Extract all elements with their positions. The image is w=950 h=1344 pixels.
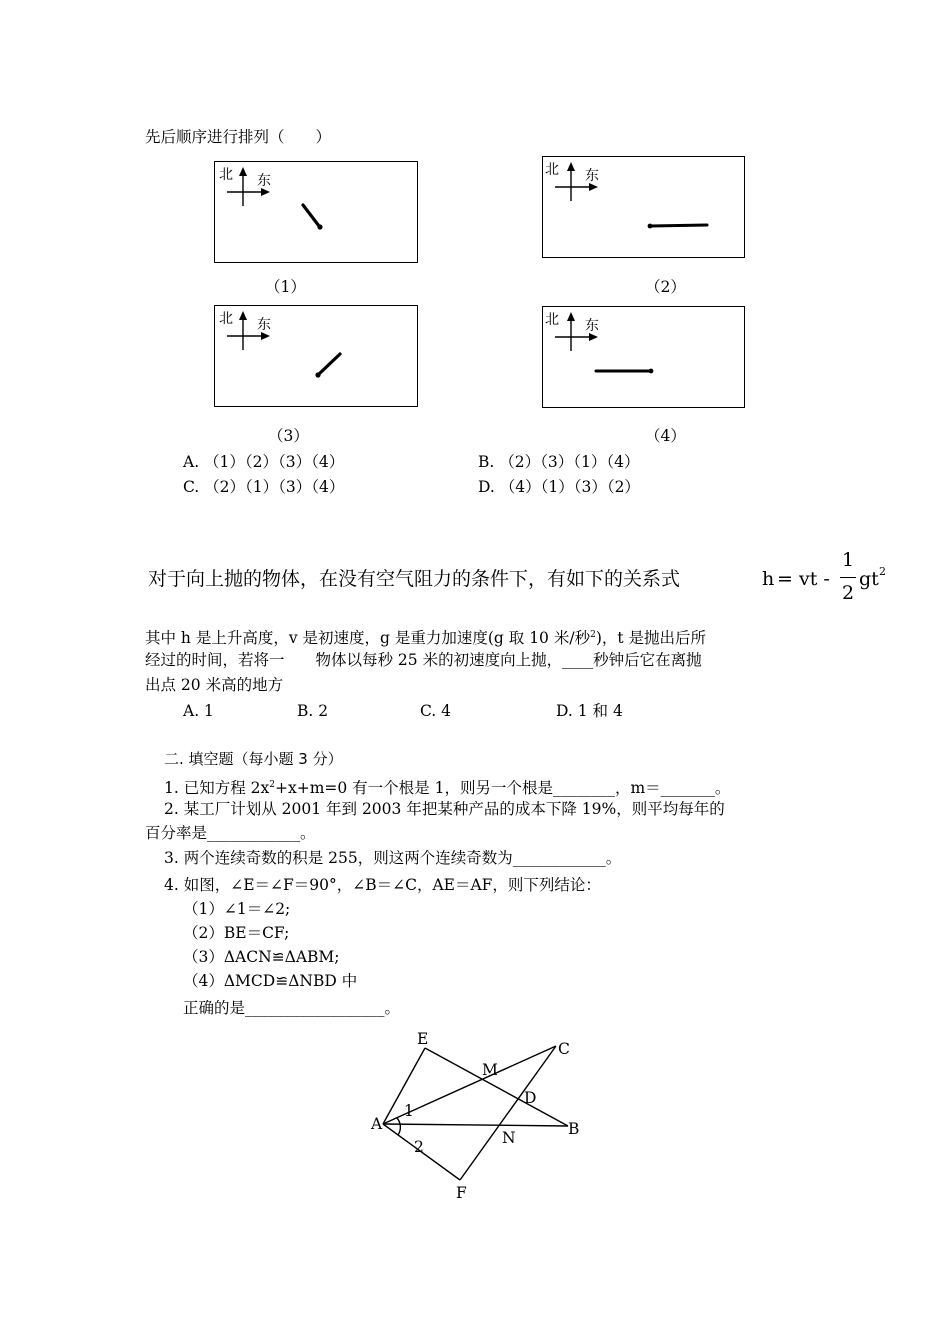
question-body-line1 bbox=[145, 625, 706, 648]
point-M: M bbox=[482, 1061, 498, 1079]
angle-2-label: 2 bbox=[414, 1138, 424, 1156]
fill-question-3: 3. 两个连续奇数的积是 255，则这两个连续奇数为____________。 bbox=[164, 849, 622, 867]
north-label: 北 bbox=[545, 312, 559, 328]
compass-needle bbox=[303, 205, 319, 226]
angle-arc bbox=[397, 1118, 400, 1135]
north-label: 北 bbox=[219, 311, 233, 327]
question-body-line3: 出点 20 米高的地方 bbox=[145, 676, 284, 694]
north-label: 北 bbox=[545, 162, 559, 178]
option-d: D. 1 和 4 bbox=[556, 702, 623, 720]
question-intro: 先后顺序进行排列（ ） bbox=[145, 128, 332, 146]
answer-blank: 正确的是__________________。 bbox=[183, 999, 401, 1017]
figure-1-box bbox=[214, 161, 418, 263]
compass-needle bbox=[319, 354, 340, 374]
compass-arrows-icon bbox=[543, 157, 746, 259]
compass-needle bbox=[651, 225, 707, 226]
east-label: 东 bbox=[257, 317, 271, 333]
compass-arrows-icon bbox=[215, 162, 419, 264]
point-C: C bbox=[558, 1040, 570, 1058]
segment-CF bbox=[460, 1046, 556, 1180]
fill-question-4: 4. 如图，∠E＝∠F＝90°，∠B＝∠C，AE＝AF，则下列结论： bbox=[164, 876, 601, 894]
option-b: B. （2）（3）（1）（4） bbox=[478, 453, 640, 471]
option-c: C. （2）（1）（3）（4） bbox=[183, 478, 345, 496]
figure-4-box bbox=[542, 306, 745, 408]
option-a: A. （1）（2）（3）（4） bbox=[183, 453, 345, 471]
line1-text-b: )，t 是抛出后所 bbox=[595, 629, 707, 648]
point-D: D bbox=[524, 1089, 537, 1107]
east-label: 东 bbox=[585, 318, 599, 334]
east-label: 东 bbox=[257, 173, 271, 189]
conclusion-3: （3）ΔACN≌ΔABM; bbox=[183, 948, 340, 966]
fill-question-1 bbox=[164, 775, 730, 798]
q1-text-a: 1. 已知方程 2x bbox=[164, 779, 270, 798]
figure-3-caption: （3） bbox=[268, 427, 309, 445]
fill-question-2-cont: 百分率是____________。 bbox=[145, 824, 316, 842]
formula-lead: 对于向上抛的物体，在没有空气阻力的条件下，有如下的关系式 bbox=[148, 568, 681, 590]
section-title: 二. 填空题（每小题 3 分） bbox=[164, 750, 343, 768]
option-a: A. 1 bbox=[183, 702, 214, 720]
compass-arrows-icon bbox=[543, 307, 746, 409]
option-d: D. （4）（1）（3）（2） bbox=[478, 478, 640, 496]
formula-exponent: 2 bbox=[879, 565, 886, 578]
point-N: N bbox=[502, 1129, 516, 1147]
point-B: B bbox=[568, 1120, 580, 1138]
question-body-line2: 经过的时间，若将一 物体以每秒 25 米的初速度向上抛，____秒钟后它在离抛 bbox=[145, 651, 702, 669]
formula-denominator: 2 bbox=[841, 582, 855, 604]
figure-4-caption: （4） bbox=[645, 427, 686, 445]
angle-1-label: 1 bbox=[404, 1102, 414, 1120]
east-label: 东 bbox=[585, 168, 599, 184]
formula-eq: = vt - bbox=[777, 568, 830, 590]
line1-superscript: 2 bbox=[590, 630, 596, 640]
point-E: E bbox=[417, 1030, 429, 1048]
formula-numerator: 1 bbox=[841, 549, 855, 571]
conclusion-2: （2）BE＝CF; bbox=[183, 924, 290, 942]
figure-1-caption: （1） bbox=[265, 278, 306, 296]
conclusion-1: （1）∠1＝∠2; bbox=[183, 900, 291, 918]
north-label: 北 bbox=[219, 167, 233, 183]
compass-arrows-icon bbox=[215, 306, 419, 408]
figure-3-box bbox=[214, 305, 418, 407]
fraction-bar bbox=[840, 577, 856, 578]
fill-question-2: 2. 某工厂计划从 2001 年到 2003 年把某种产品的成本下降 19%，则平均每年的 bbox=[164, 800, 725, 818]
point-F: F bbox=[456, 1184, 467, 1202]
q1-superscript: 2 bbox=[269, 780, 275, 790]
conclusion-4: （4）ΔMCD≌ΔNBD 中 bbox=[183, 972, 358, 990]
formula-h: h bbox=[762, 568, 775, 590]
line1-text-a: 其中 h 是上升高度，v 是初速度，g 是重力加速度(g 取 10 米/秒 bbox=[145, 629, 591, 648]
segment-AB bbox=[383, 1124, 568, 1126]
option-c: C. 4 bbox=[420, 702, 452, 720]
figure-2-box bbox=[542, 156, 745, 258]
figure-2-caption: （2） bbox=[645, 278, 686, 296]
formula-tail: gt bbox=[859, 568, 879, 590]
point-A: A bbox=[371, 1115, 383, 1133]
option-b: B. 2 bbox=[297, 702, 329, 720]
q1-text-b: +x+m=0 有一个根是 1，则另一个根是________，m＝_______。 bbox=[274, 779, 731, 798]
